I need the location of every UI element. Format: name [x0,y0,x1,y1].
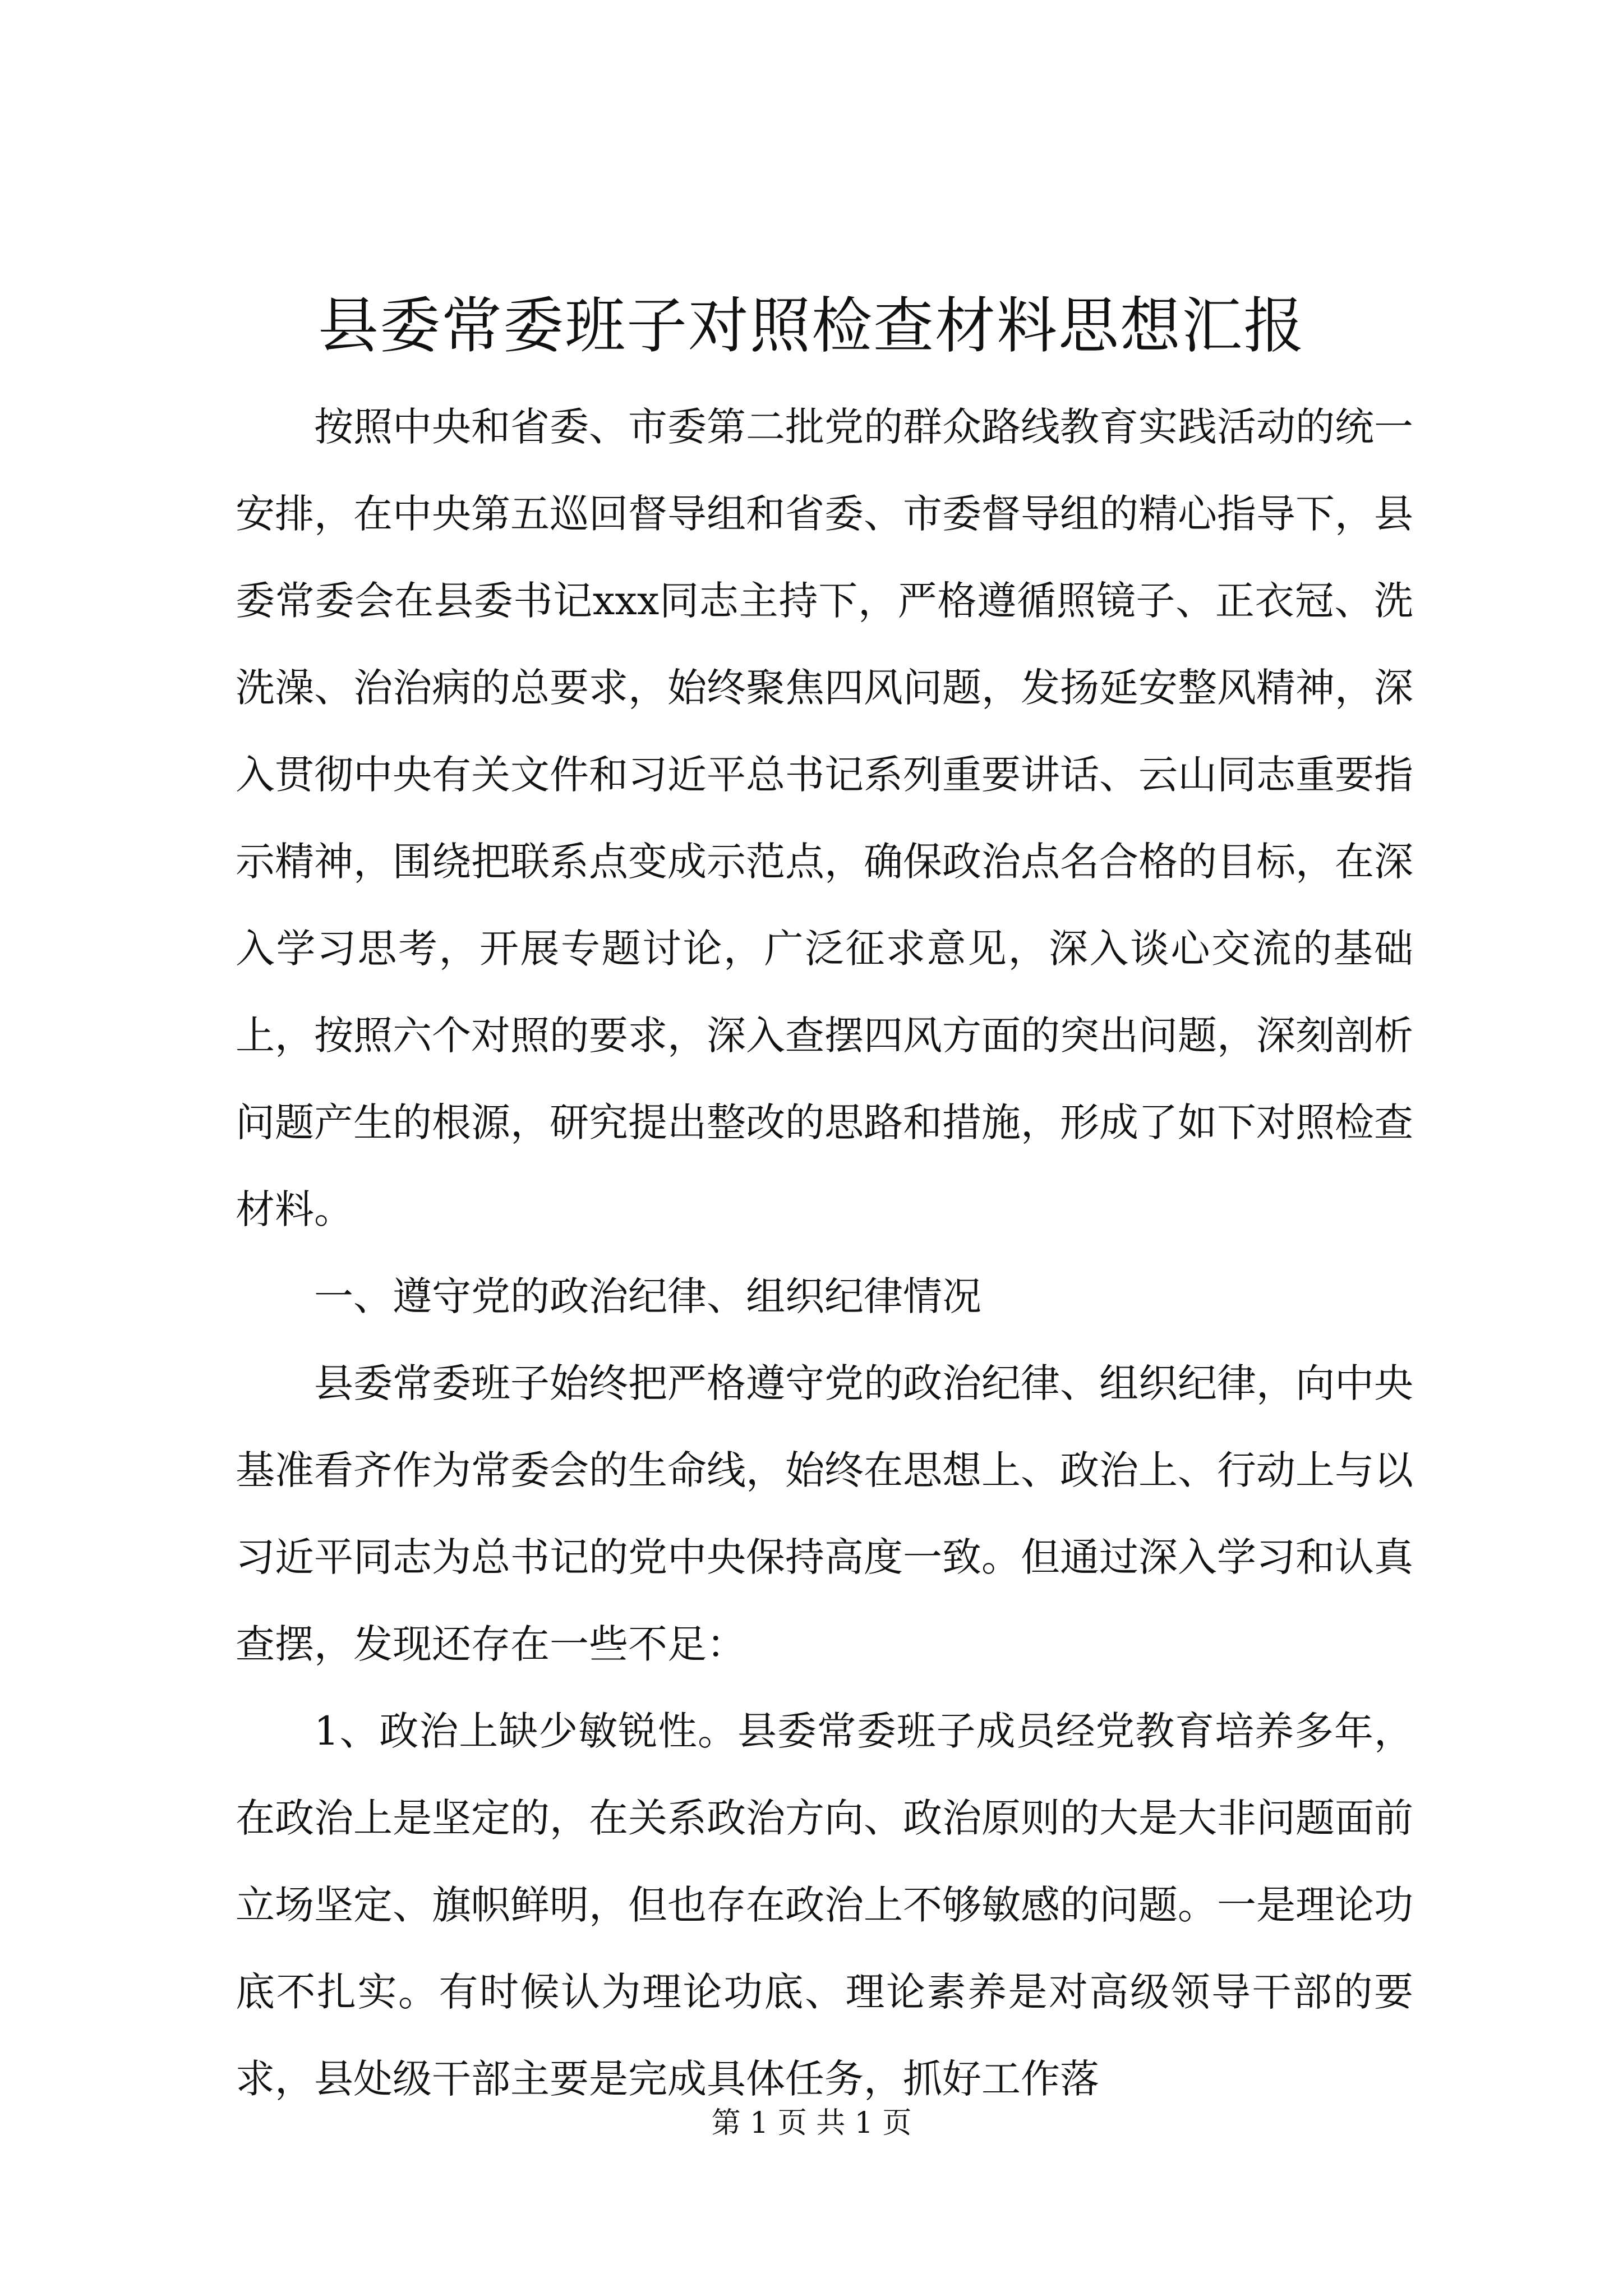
paragraph-section-1: 县委常委班子始终把严格遵守党的政治纪律、组织纪律，向中央基准看齐作为常委会的生命线，始终在思想上、政治上、行动上与以习近平同志为总书记的党中央保持高度一致。但通过深入学习和认真查摆，发现还存在一些不足： [236,1360,1413,1667]
document-title: 县委常委班子对照检查材料思想汇报 [317,291,1305,361]
paragraph-intro: 按照中央和省委、市委第二批党的群众路线教育实践活动的统一安排，在中央第五巡回督导组和省委、市委督导组的精心指导下，县委常委会在县委书记xxx同志主持下，严格遵循照镜子、正衣冠、洗洗澡、治治病的总要求，始终聚焦四风问题，发扬延安整风精神，深入贯彻中央有关文件和习近平总书记系列重要讲话、云山同志重要指示精神，围绕把联系点变成示范点，确保政治点名合格的目标，在深入学习思考，开展专题讨论，广泛征求意见，深入谈心交流的基础上，按照六个对照的要求，深入查摆四风方面的突出问题，深刻剖析问题产生的根源，研究提出整改的思路和措施，形成了如下对照检查材料。 [236,404,1413,1232]
page-footer: 第 1 页 共 1 页 [711,2106,912,2140]
document-body [236,384,1413,2123]
section-heading-1: 一、遵守党的政治纪律、组织纪律情况 [314,1273,981,1319]
paragraph-item-1: 1、政治上缺少敏锐性。县委常委班子成员经党教育培养多年，在政治上是坚定的，在关系政治方向、政治原则的大是大非问题面前立场坚定、旗帜鲜明，但也存在政治上不够敏感的问题。一是理论功底不扎实。有时候认为理论功底、理论素养是对高级领导干部的要求，县处级干部主要是完成具体任务，抓好工作落 [236,1708,1413,2102]
